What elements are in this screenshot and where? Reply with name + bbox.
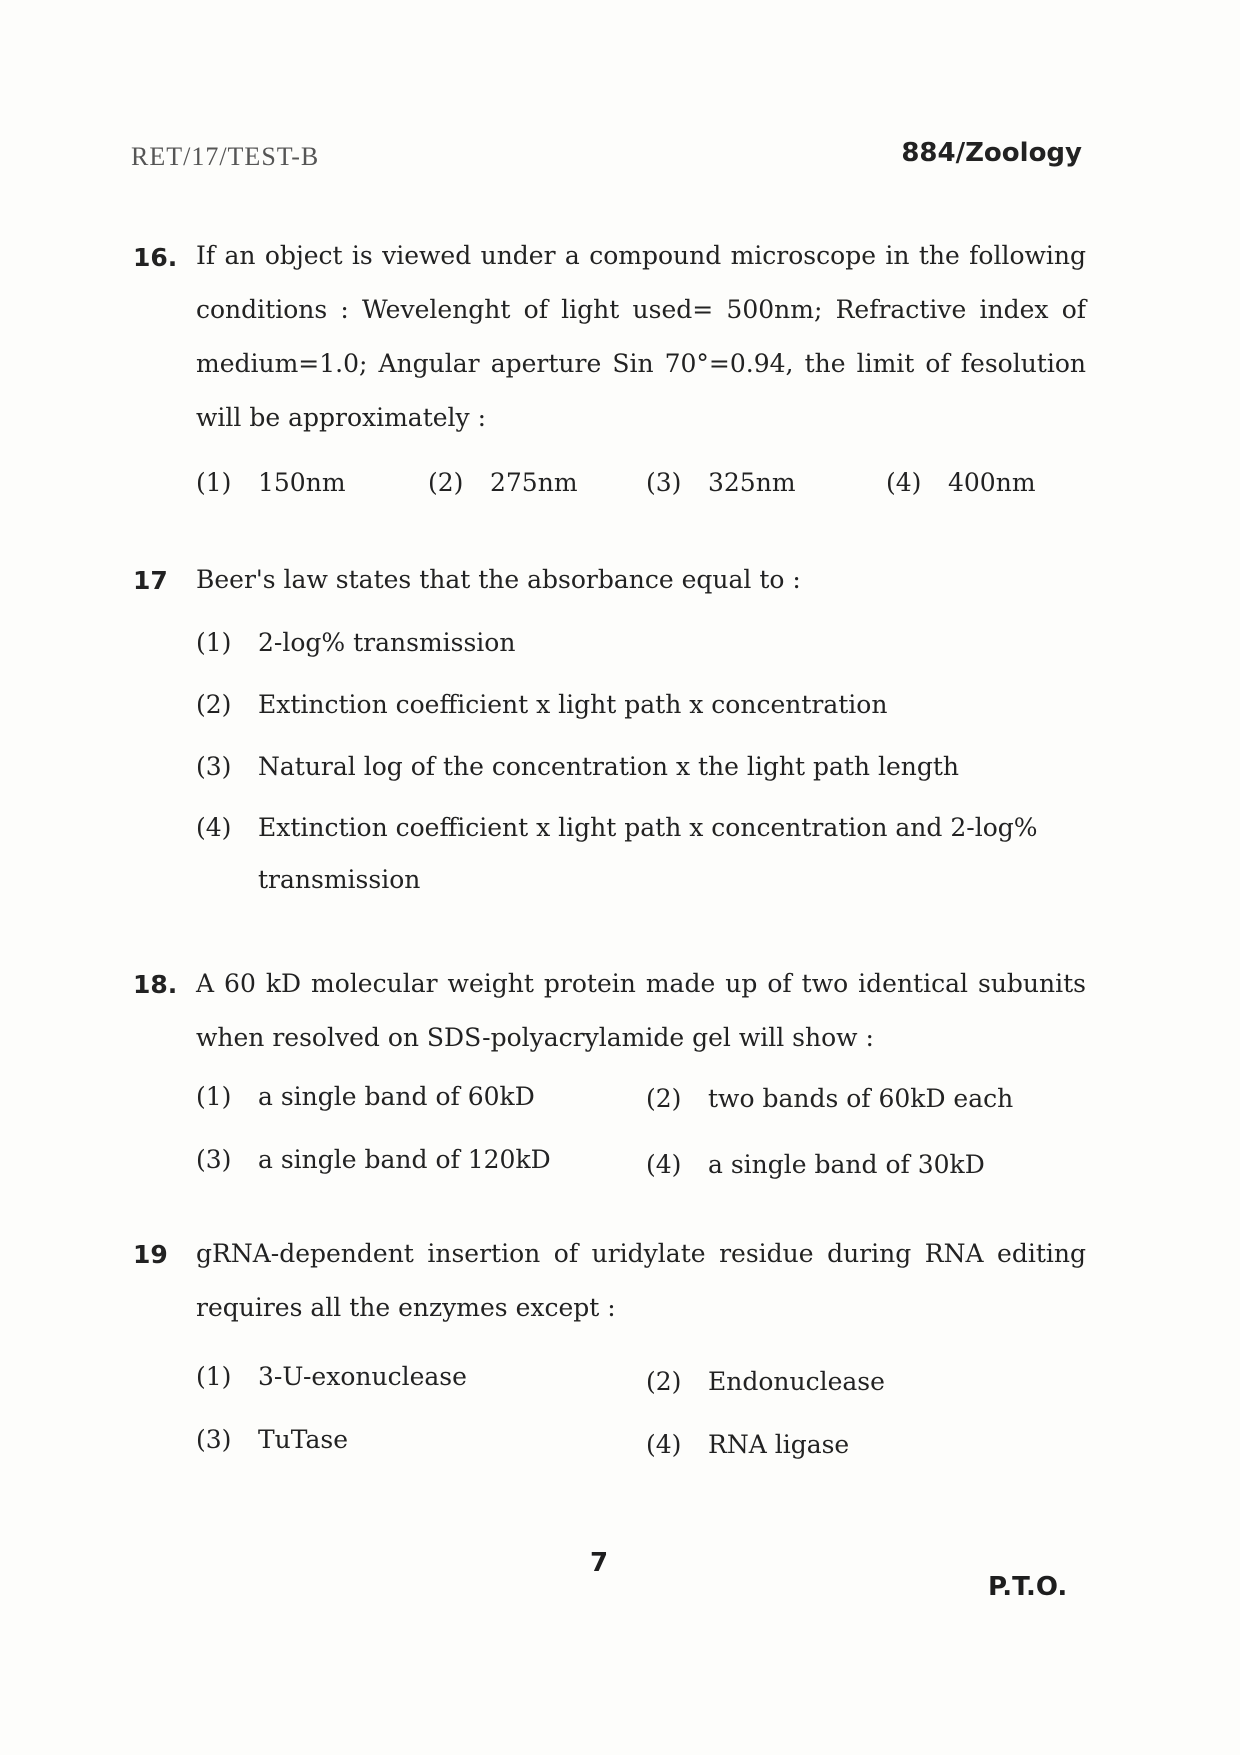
option-number: (3) (196, 1145, 232, 1174)
option-text: two bands of 60kD each (708, 1084, 1014, 1113)
q16-option-4 (886, 468, 1036, 497)
q17-option-4 (196, 802, 1076, 906)
q16-option-2 (428, 468, 578, 497)
option-text: 325nm (708, 468, 796, 497)
option-number: (4) (646, 1150, 682, 1179)
option-number: (4) (196, 813, 232, 842)
exam-code: RET/17/TEST-B (131, 142, 320, 171)
option-text: a single band of 60kD (258, 1082, 535, 1111)
option-number: (2) (196, 690, 232, 719)
question-17-number: 17 (133, 566, 168, 595)
option-number: (3) (646, 468, 682, 497)
option-number: (1) (196, 1362, 232, 1391)
option-text: a single band of 30kD (708, 1150, 985, 1179)
q16-option-1 (196, 468, 346, 497)
option-text-continued: transmission (258, 865, 421, 894)
q18-option-3 (196, 1145, 551, 1174)
option-text: 275nm (490, 468, 578, 497)
q18-option-4 (646, 1150, 985, 1179)
option-text: 3-U-exonuclease (258, 1362, 467, 1391)
q17-option-3 (196, 752, 959, 781)
page-number: 7 (590, 1548, 609, 1578)
option-text: RNA ligase (708, 1430, 850, 1459)
option-text: Extinction coefficient x light path x concentration (258, 690, 888, 719)
q19-option-3 (196, 1425, 348, 1454)
q16-option-3 (646, 468, 796, 497)
option-number: (1) (196, 1082, 232, 1111)
option-text: a single band of 120kD (258, 1145, 551, 1174)
option-text: 150nm (258, 468, 346, 497)
question-18-text: A 60 kD molecular weight protein made up of two identical subunits when resolved on SDS-polyacrylamide gel will show : (196, 969, 1086, 1052)
q19-option-4 (646, 1430, 849, 1459)
question-18-number: 18. (133, 970, 178, 999)
option-number: (3) (196, 752, 232, 781)
option-number: (4) (646, 1430, 682, 1459)
option-number: (1) (196, 468, 232, 497)
option-text: 400nm (948, 468, 1036, 497)
option-text: Natural log of the concentration x the light path length (258, 752, 960, 781)
q19-option-1 (196, 1362, 467, 1391)
question-17-text: Beer's law states that the absorbance equal to : (196, 565, 801, 594)
option-number: (2) (646, 1084, 682, 1113)
q17-option-1 (196, 628, 515, 657)
option-text: Endonuclease (708, 1367, 885, 1396)
option-number: (2) (646, 1367, 682, 1396)
q19-option-2 (646, 1367, 885, 1396)
question-19-text: gRNA-dependent insertion of uridylate residue during RNA editing requires all the enzymes except : (196, 1239, 1086, 1322)
option-number: (4) (886, 468, 922, 497)
option-number: (3) (196, 1425, 232, 1454)
q18-option-1 (196, 1082, 535, 1111)
subject-title: 884/Zoology (901, 138, 1082, 168)
option-number: (2) (428, 468, 464, 497)
please-turn-over: P.T.O. (988, 1572, 1068, 1602)
question-16-text: If an object is viewed under a compound microscope in the following conditions : Wevelenght of light used= 500nm; Refractive index of medium=1.0; Angular aperture Sin 70°=0.94, the limit of fesolution will be approximately : (196, 241, 1086, 432)
option-text: Extinction coefficient x light path x concentration and 2-log% (258, 813, 1038, 842)
q18-option-2 (646, 1084, 1013, 1113)
question-16-number: 16. (133, 243, 178, 272)
question-19-number: 19 (133, 1240, 168, 1269)
option-text: 2-log% transmission (258, 628, 516, 657)
option-number: (1) (196, 628, 232, 657)
option-text: TuTase (258, 1425, 349, 1454)
q17-option-2 (196, 690, 887, 719)
